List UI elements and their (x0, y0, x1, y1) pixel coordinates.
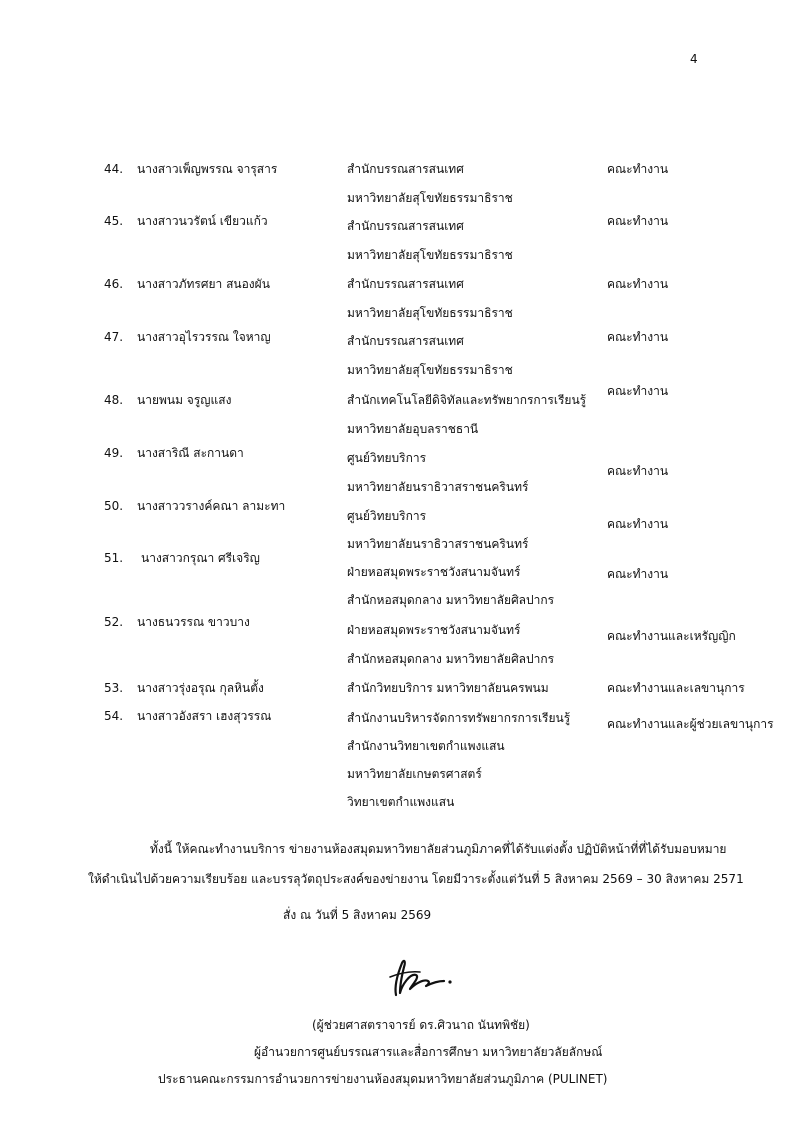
member-organization-line: วิทยาเขตกำแพงแสน (347, 795, 455, 809)
member-name: นางสาวอังสรา เฮงสุวรรณ (137, 709, 272, 723)
member-number: 49. (104, 446, 124, 460)
member-name: นางสาวกรุณา ศรีเจริญ (141, 551, 260, 565)
member-organization-line: มหาวิทยาลัยสุโขทัยธรรมาธิราช (347, 248, 513, 262)
member-organization-line: ฝ่ายหอสมุดพระราชวังสนามจันทร์ (347, 623, 521, 637)
member-organization-line: ศูนย์วิทยบริการ (347, 451, 427, 465)
member-name: นางสาวรุ่งอรุณ กุลหินตั้ง (137, 681, 264, 695)
member-role: คณะทำงาน (607, 384, 669, 398)
member-number: 44. (104, 162, 124, 176)
member-number: 52. (104, 615, 124, 629)
member-role: คณะทำงานและเลขานุการ (607, 681, 745, 695)
member-organization-line: มหาวิทยาลัยสุโขทัยธรรมาธิราช (347, 191, 513, 205)
member-number: 53. (104, 681, 124, 695)
member-organization-line: สำนักบรรณสารสนเทศ (347, 334, 464, 348)
member-name: นางสาวภัทรศยา สนองผัน (137, 277, 270, 291)
member-name: นางสาวนวรัตน์ เขียวแก้ว (137, 214, 268, 228)
member-organization-line: สำนักบรรณสารสนเทศ (347, 162, 464, 176)
member-role: คณะทำงาน (607, 330, 669, 344)
member-organization-line: ศูนย์วิทยบริการ (347, 509, 427, 523)
member-organization-line: มหาวิทยาลัยสุโขทัยธรรมาธิราช (347, 363, 513, 377)
member-name: นางสาวเพ็ญพรรณ จารุสาร (137, 162, 278, 176)
closing-paragraph-line-2: ให้ดำเนินไปด้วยความเรียบร้อย และบรรลุวัตถุประสงค์ของข่ายงาน โดยมีวาระตั้งแต่วันที่ 5 สิงหาคม 2569 – 30 สิงหาคม 2571 (88, 872, 744, 886)
member-name: นางสาวอุไรวรรณ ใจหาญ (137, 330, 271, 344)
member-organization-line: มหาวิทยาลัยนราธิวาสราชนครินทร์ (347, 537, 529, 551)
member-name: นายพนม จรูญแสง (137, 393, 232, 407)
member-role: คณะทำงาน (607, 517, 669, 531)
member-organization-line: สำนักวิทยบริการ มหาวิทยาลัยนครพนม (347, 681, 549, 695)
member-organization-line: สำนักบรรณสารสนเทศ (347, 277, 464, 291)
member-number: 47. (104, 330, 124, 344)
member-organization-line: มหาวิทยาลัยอุบลราชธานี (347, 422, 479, 436)
member-organization-line: ฝ่ายหอสมุดพระราชวังสนามจันทร์ (347, 565, 521, 579)
closing-paragraph-line-1: ทั้งนี้ ให้คณะทำงานบริการ ข่ายงานห้องสมุดมหาวิทยาลัยส่วนภูมิภาคที่ได้รับแต่งตั้ง ปฏิบัติหน้าที่ที่ได้รับมอบหมาย (150, 842, 727, 856)
member-name: นางธนวรรณ ขาวบาง (137, 615, 250, 629)
signatory-position-1: ผู้อำนวยการศูนย์บรรณสารและสื่อการศึกษา มหาวิทยาลัยวลัยลักษณ์ (254, 1045, 603, 1059)
member-role: คณะทำงาน (607, 464, 669, 478)
member-role: คณะทำงานและผู้ช่วยเลขานุการ (607, 717, 774, 731)
member-number: 45. (104, 214, 124, 228)
member-role: คณะทำงาน (607, 162, 669, 176)
member-organization-line: สำนักหอสมุดกลาง มหาวิทยาลัยศิลปากร (347, 652, 555, 666)
signatory-position-2: ประธานคณะกรรมการอำนวยการข่ายงานห้องสมุดมหาวิทยาลัยส่วนภูมิภาค (PULINET) (158, 1072, 608, 1086)
member-organization-line: สำนักบรรณสารสนเทศ (347, 219, 464, 233)
page-number: 4 (690, 52, 698, 66)
member-name: นางสาววรางค์คณา ลามะทา (137, 499, 286, 513)
member-organization-line: สำนักงานวิทยาเขตกำแพงแสน (347, 739, 505, 753)
member-organization-line: มหาวิทยาลัยนราธิวาสราชนครินทร์ (347, 480, 529, 494)
member-role: คณะทำงานและเหรัญญิก (607, 629, 736, 643)
order-date: สั่ง ณ วันที่ 5 สิงหาคม 2569 (283, 908, 432, 922)
member-organization-line: มหาวิทยาลัยสุโขทัยธรรมาธิราช (347, 306, 513, 320)
member-number: 54. (104, 709, 124, 723)
signature-image (386, 955, 458, 1001)
member-organization-line: มหาวิทยาลัยเกษตรศาสตร์ (347, 767, 482, 781)
signatory-name: (ผู้ช่วยศาสตราจารย์ ดร.ศิวนาถ นันทพิชัย) (312, 1018, 530, 1032)
member-role: คณะทำงาน (607, 567, 669, 581)
member-role: คณะทำงาน (607, 214, 669, 228)
member-number: 51. (104, 551, 124, 565)
member-number: 48. (104, 393, 124, 407)
member-organization-line: สำนักงานบริหารจัดการทรัพยากรการเรียนรู้ (347, 711, 571, 725)
member-number: 50. (104, 499, 124, 513)
member-organization-line: สำนักหอสมุดกลาง มหาวิทยาลัยศิลปากร (347, 593, 555, 607)
member-number: 46. (104, 277, 124, 291)
member-organization-line: สำนักเทคโนโลยีดิจิทัลและทรัพยากรการเรียนรู้ (347, 393, 587, 407)
member-role: คณะทำงาน (607, 277, 669, 291)
member-name: นางสาริณี สะกานดา (137, 446, 244, 460)
